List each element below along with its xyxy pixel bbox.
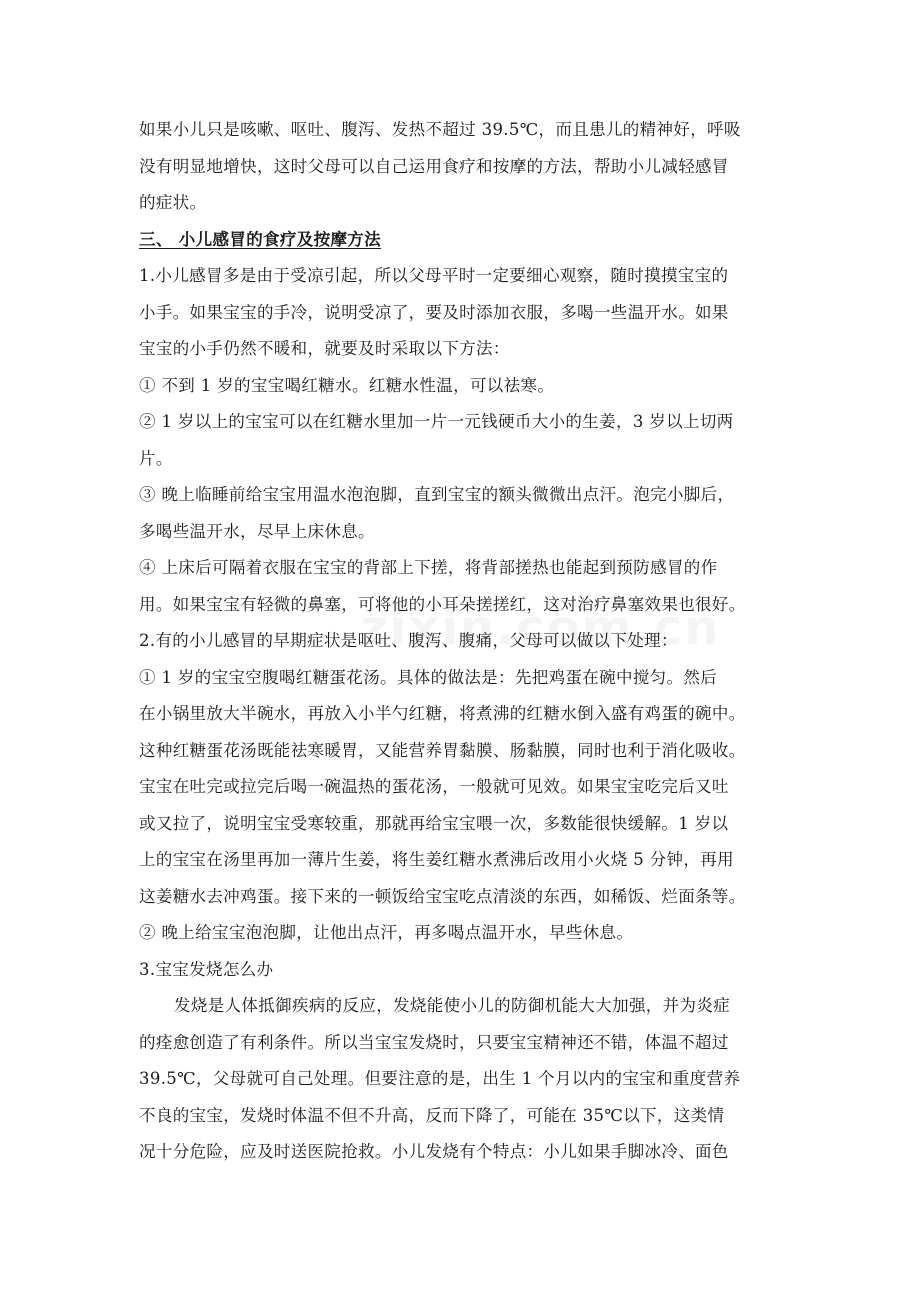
text-line: 宝宝在吐完或拉完后喝一碗温热的蛋花汤，一般就可见效。如果宝宝吃完后又吐	[139, 777, 729, 796]
list-item: ③ 晚上临睡前给宝宝用温水泡泡脚，直到宝宝的额头微微出点汗。泡完小脚后，	[139, 485, 735, 504]
list-item: ① 不到 1 岁的宝宝喝红糖水。红糖水性温，可以祛寒。	[139, 375, 555, 395]
text-line: 小手。如果宝宝的手冷，说明受凉了，要及时添加衣服，多喝一些温开水。如果	[139, 302, 729, 322]
list-item: ② 1 岁以上的宝宝可以在红糖水里加一片一元钱硬币大小的生姜，3 岁以上切两	[139, 412, 734, 431]
text-line: 的症状。	[139, 193, 207, 212]
text-line: 多喝些温开水，尽早上床休息。	[139, 521, 375, 541]
text-line: 发烧是人体抵御疾病的反应，发烧能使小儿的防御机能大大加强，并为炎症	[174, 996, 731, 1015]
section-heading: 三、 小儿感冒的食疗及按摩方法	[139, 229, 381, 249]
subsection-title: 3.宝宝发烧怎么办	[139, 959, 274, 979]
text-line: 39.5℃，父母就可自己处理。但要注意的是，出生 1 个月以内的宝宝和重度营养	[139, 1069, 741, 1088]
text-line: 不良的宝宝，发烧时体温不但不升高，反而下降了，可能在 35℃以下，这类情	[139, 1105, 725, 1125]
text-line: 1.小儿感冒多是由于受凉引起，所以父母平时一定要细心观察，随时摸摸宝宝的	[139, 266, 729, 285]
text-line: 或又拉了，说明宝宝受寒较重，那就再给宝宝喂一次，多数能很快缓解。1 岁以	[139, 813, 729, 833]
text-line: 没有明显地增快，这时父母可以自己运用食疗和按摩的方法，帮助小儿减轻感冒	[139, 156, 729, 176]
text-line: 宝宝的小手仍然不暖和，就要及时采取以下方法：	[139, 339, 510, 358]
list-item: ② 晚上给宝宝泡泡脚，让他出点汗，再多喝点温开水，早些休息。	[139, 923, 634, 942]
list-item: ④ 上床后可隔着衣服在宝宝的背部上下搓，将背部搓热也能起到预防感冒的作	[139, 558, 718, 577]
text-line: 上的宝宝在汤里再加一薄片生姜，将生姜红糖水煮沸后改用小火烧 5 分钟，再用	[139, 850, 734, 869]
text-line: 2.有的小儿感冒的早期症状是呕吐、腹泻、腹痛，父母可以做以下处理：	[139, 631, 678, 650]
text-line: 在小锅里放大半碗水，再放入小半勺红糖，将煮沸的红糖水倒入盛有鸡蛋的碗中。	[139, 704, 746, 723]
body-text	[139, 112, 789, 1171]
list-item: ① 1 岁的宝宝空腹喝红糖蛋花汤。具体的做法是：先把鸡蛋在碗中搅匀。然后	[139, 667, 718, 687]
text-line: 的痊愈创造了有利条件。所以当宝宝发烧时，只要宝宝精神还不错，体温不超过	[139, 1032, 729, 1052]
text-line: 况十分危险，应及时送医院抢救。小儿发烧有个特点：小儿如果手脚冰冷、面色	[139, 1142, 729, 1161]
text-line: 用。如果宝宝有轻微的鼻塞，可将他的小耳朵搓搓红，这对治疗鼻塞效果也很好。	[139, 594, 746, 614]
text-line: 这姜糖水去冲鸡蛋。接下来的一顿饭给宝宝吃点清淡的东西，如稀饭、烂面条等。	[139, 886, 746, 906]
text-line: 片。	[139, 448, 173, 468]
text-line: 如果小儿只是咳嗽、呕吐、腹泻、发热不超过 39.5℃，而且患儿的精神好，呼吸	[139, 120, 741, 139]
text-line: 这种红糖蛋花汤既能祛寒暖胃，又能营养胃黏膜、肠黏膜，同时也利于消化吸收。	[139, 740, 746, 760]
